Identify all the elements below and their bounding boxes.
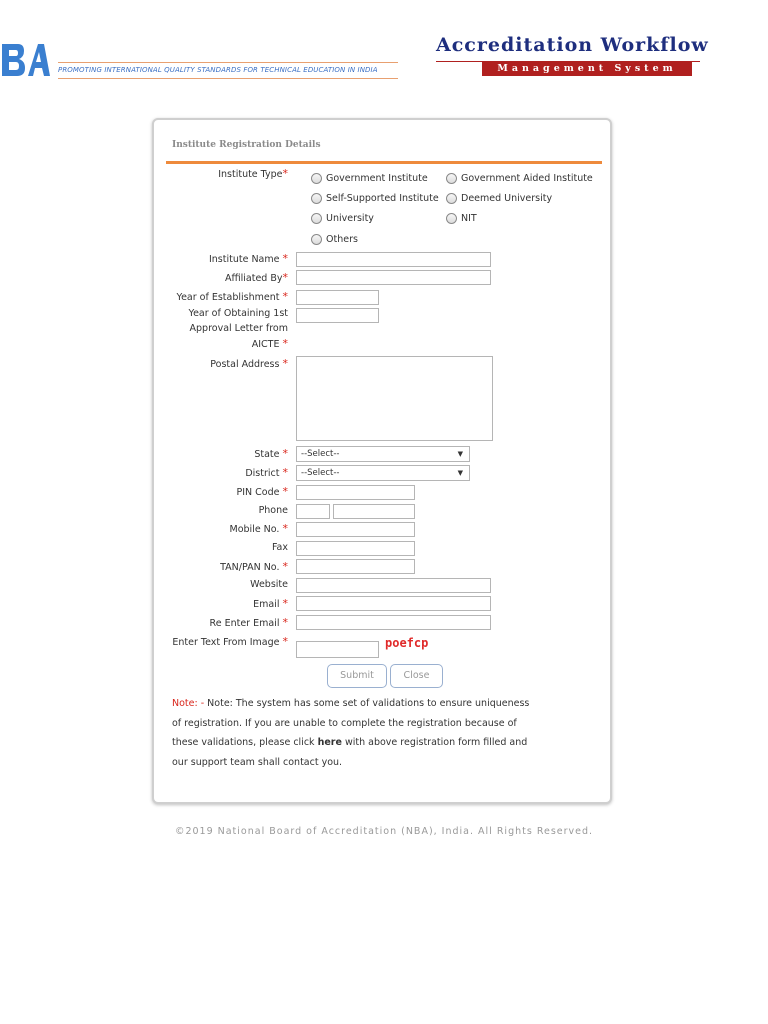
- label-phone: Phone: [258, 505, 288, 516]
- note-label: Note: -: [172, 698, 205, 709]
- email-input[interactable]: [296, 596, 491, 611]
- tan-pan-input[interactable]: [296, 559, 415, 574]
- submit-button[interactable]: Submit: [327, 664, 387, 688]
- website-input[interactable]: [296, 578, 491, 593]
- captcha-input[interactable]: [296, 641, 379, 658]
- label-pin-code: PIN Code *: [236, 485, 288, 498]
- tagline: PROMOTING INTERNATIONAL QUALITY STANDARDS FOR TECHNICAL EDUCATION IN INDIA: [58, 66, 378, 74]
- brand-title: Accreditation Workflow: [436, 34, 709, 56]
- label-year-approval: Year of Obtaining 1st Approval Letter from AICTE *: [188, 308, 288, 350]
- institute-name-input[interactable]: [296, 252, 491, 267]
- state-select[interactable]: --Select-- ▼: [296, 446, 470, 462]
- label-mobile: Mobile No. *: [229, 522, 288, 535]
- label-email: Email *: [253, 597, 288, 610]
- tagline-rule-bottom: [58, 78, 398, 79]
- radio-circle-icon[interactable]: [446, 213, 457, 224]
- radio-deemed-university[interactable]: Deemed University: [446, 193, 552, 204]
- affiliated-by-input[interactable]: [296, 270, 491, 285]
- year-establishment-input[interactable]: [296, 290, 379, 305]
- label-re-email: Re Enter Email *: [209, 616, 288, 629]
- radio-government-aided-institute[interactable]: Government Aided Institute: [446, 173, 593, 184]
- radio-self-supported-institute[interactable]: Self-Supported Institute: [311, 193, 439, 204]
- radio-circle-icon[interactable]: [311, 193, 322, 204]
- note-text: Note: The system has some set of validations to ensure uniqueness of registration. If you are unable to complete the registration because of these validations, please click: [172, 698, 530, 748]
- brand-logo: [436, 34, 709, 82]
- phone-number-input[interactable]: [333, 504, 415, 519]
- dropdown-arrow-icon: ▼: [457, 450, 463, 458]
- footer-copyright: ©2019 National Board of Accreditation (NBA), India. All Rights Reserved.: [174, 826, 594, 837]
- radio-nit[interactable]: NIT: [446, 213, 477, 224]
- label-fax: Fax: [271, 542, 288, 553]
- captcha-image: poefcp: [385, 636, 429, 650]
- label-affiliated-by: Affiliated By*: [224, 271, 288, 284]
- label-captcha: Enter Text From Image *: [172, 635, 288, 648]
- radio-circle-icon[interactable]: [311, 234, 322, 245]
- radio-university[interactable]: University: [311, 213, 374, 224]
- note-text-after: with above registration form filled and our support team shall contact you.: [172, 737, 528, 768]
- pin-code-input[interactable]: [296, 485, 415, 500]
- radio-circle-icon[interactable]: [446, 193, 457, 204]
- radio-circle-icon[interactable]: [446, 173, 457, 184]
- label-year-establishment: Year of Establishment *: [176, 290, 288, 303]
- radio-circle-icon[interactable]: [311, 213, 322, 224]
- fax-input[interactable]: [296, 541, 415, 556]
- phone-code-input[interactable]: [296, 504, 330, 519]
- label-tan-pan: TAN/PAN No. *: [220, 560, 288, 573]
- registration-panel: [152, 118, 612, 804]
- close-button[interactable]: Close: [390, 664, 443, 688]
- panel-title: Institute Registration Details: [172, 140, 321, 150]
- label-postal-address: Postal Address *: [210, 357, 288, 370]
- panel-title-rule: [166, 161, 602, 164]
- label-institute-type: Institute Type*: [218, 167, 288, 180]
- mobile-input[interactable]: [296, 522, 415, 537]
- re-email-input[interactable]: [296, 615, 491, 630]
- tagline-rule-top: [58, 62, 398, 63]
- label-institute-name: Institute Name *: [208, 252, 288, 265]
- postal-address-textarea[interactable]: [296, 356, 493, 441]
- here-link[interactable]: here: [317, 737, 342, 748]
- dropdown-arrow-icon: ▼: [457, 469, 463, 477]
- radio-circle-icon[interactable]: [311, 173, 322, 184]
- radio-others[interactable]: Others: [311, 234, 358, 245]
- radio-government-institute[interactable]: Government Institute: [311, 173, 428, 184]
- label-district: District *: [245, 466, 288, 479]
- year-approval-input[interactable]: [296, 308, 379, 323]
- brand-subtitle: Management System: [482, 62, 692, 76]
- district-select[interactable]: --Select-- ▼: [296, 465, 470, 481]
- nba-logo: [0, 38, 50, 82]
- registration-note: [172, 694, 532, 772]
- label-state: State *: [254, 447, 288, 460]
- label-website: Website: [250, 579, 288, 590]
